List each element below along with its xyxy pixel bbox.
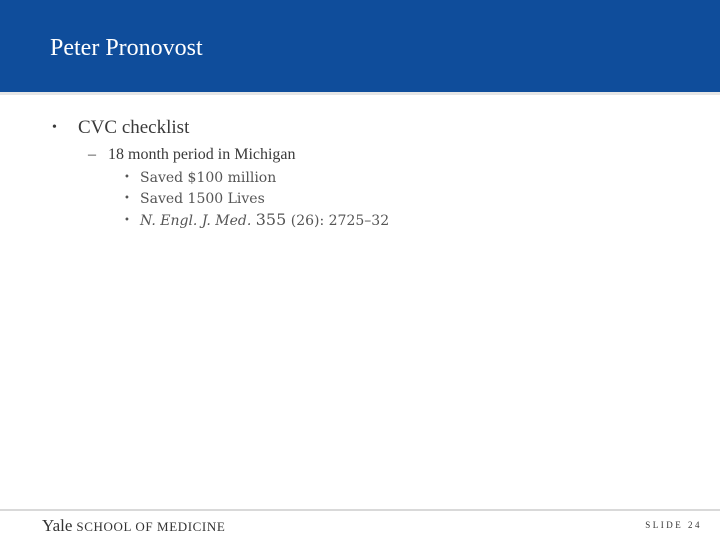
bullet-item-level3	[124, 168, 276, 188]
bullet-item-citation	[124, 210, 389, 231]
bullet-text: 18 month period in Michigan	[108, 146, 296, 163]
footer-divider	[0, 509, 720, 511]
bullet-item-level2	[88, 144, 296, 166]
bullet-text: Saved $100 million	[140, 170, 277, 186]
logo-yale-text: Yale	[42, 516, 73, 535]
bullet-text: Saved 1500 Lives	[140, 191, 265, 207]
yale-medicine-logo	[42, 516, 225, 536]
title-bar	[0, 0, 720, 92]
bullet-marker: •	[124, 172, 130, 183]
header-divider	[0, 92, 720, 95]
slide-number: SLIDE 24	[645, 520, 702, 530]
bullet-text: CVC checklist	[78, 117, 190, 138]
bullet-marker: •	[52, 120, 57, 135]
logo-school-text: SCHOOL OF MEDICINE	[76, 519, 226, 534]
slide-title: Peter Pronovost	[50, 35, 203, 61]
bullet-marker: •	[124, 215, 130, 226]
journal-name: N. Engl. J. Med.	[140, 213, 252, 229]
journal-volume: 355	[255, 210, 287, 229]
bullet-item-level3	[124, 189, 265, 209]
bullet-marker: •	[124, 193, 130, 204]
dash-marker: –	[88, 146, 96, 163]
citation-rest: (26): 2725–32	[286, 213, 390, 229]
bullet-item-level1	[52, 116, 189, 140]
